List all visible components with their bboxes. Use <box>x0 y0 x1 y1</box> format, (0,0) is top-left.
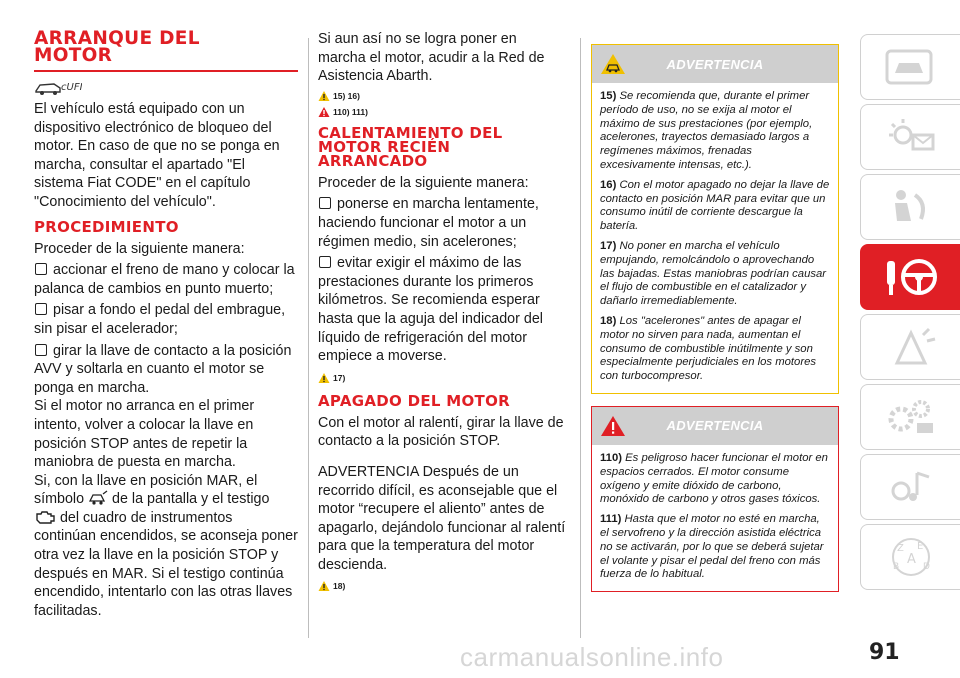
engine-warning-light-icon <box>34 509 56 525</box>
list-item <box>34 301 298 338</box>
svg-text:B: B <box>893 562 900 572</box>
warning-text: Es peligroso hacer funcionar el motor en espacios cerrados. El motor consume oxígeno y emite dióxido de carbono, monóxido de carbono y otros gases tóxicos. <box>600 451 828 506</box>
alphabet-index-icon <box>881 535 941 579</box>
step-text: evitar exigir el máximo de las prestaciones durante los primeros kilómetros. Se recomienda esperar hasta que la aguja del indicador del líquido de refrigeración del motor empiece a moverse. <box>318 255 543 365</box>
car-version-icon <box>34 78 82 96</box>
title-line-1: ARRANQUE DEL <box>34 28 200 49</box>
svg-text:D: D <box>923 562 930 572</box>
section-title <box>34 30 298 64</box>
caution-triangle-icon <box>318 90 330 102</box>
column-divider <box>308 38 309 638</box>
warmup-heading <box>318 123 568 170</box>
version-icons <box>34 78 298 96</box>
warning-item <box>600 315 830 384</box>
danger-box-body <box>592 445 838 591</box>
reference-label: 18) <box>333 581 346 592</box>
checkbox-bullet-icon <box>319 197 331 209</box>
column-2 <box>318 30 568 592</box>
list-item <box>34 342 298 398</box>
heading-line: ARRANCADO <box>318 151 428 170</box>
warning-reference <box>318 90 568 102</box>
warning-item <box>600 240 830 309</box>
step-text: pisar a fondo el pedal del embrague, sin pisar el acelerador; <box>34 302 286 337</box>
tab-media[interactable] <box>860 454 960 520</box>
checkbox-bullet-icon <box>35 344 47 356</box>
car-caution-icon <box>600 53 626 75</box>
danger-box-title: ADVERTENCIA <box>666 418 764 434</box>
column-3 <box>591 44 839 604</box>
caution-box-title: ADVERTENCIA <box>666 56 764 72</box>
checkbox-bullet-icon <box>35 263 47 275</box>
car-dashboard-icon <box>881 45 941 89</box>
list-item <box>318 254 568 366</box>
caution-box <box>591 44 839 394</box>
tab-alphabet-index[interactable] <box>860 524 960 590</box>
procedure-intro: Proceder de la siguiente manera: <box>34 240 245 257</box>
warning-light-paragraph <box>34 472 298 621</box>
shutdown-advice-paragraph: ADVERTENCIA Después de un recorrido difícil, es aconsejable que el motor “recupere el aliento” antes de apagarlo, dejándolo funcionar al ralentí para que la temperatura del motor descienda. <box>318 463 566 573</box>
tab-warning-lights[interactable] <box>860 104 960 170</box>
shutdown-heading: APAGADO DEL MOTOR <box>318 391 510 410</box>
warning-text: Con el motor apagado no dejar la llave de contacto en posición MAR para evitar que un consumo inútil de corriente descargue la batería. <box>600 178 830 233</box>
warning-number: 110) <box>600 451 622 464</box>
tab-car-dashboard[interactable] <box>860 34 960 100</box>
step-text: accionar el freno de mano y colocar la palanca de cambios en punto muerto; <box>34 262 295 297</box>
list-item <box>318 195 568 251</box>
warning-number: 15) <box>600 90 617 102</box>
warning-item <box>600 179 830 234</box>
heading-line: MOTOR RECIÉN <box>318 137 451 156</box>
caution-box-body <box>592 83 838 393</box>
warning-text: Los "acelerones" antes de apagar el motor no sirven para nada, aumentan el consumo de combustible inútilmente y son especialmente perjudiciales en los motores con turbocompresor. <box>600 314 817 383</box>
danger-box-header <box>592 407 838 445</box>
danger-triangle-icon <box>318 106 330 118</box>
column-1 <box>34 30 298 620</box>
tab-service[interactable] <box>860 384 960 450</box>
checkbox-bullet-icon <box>319 256 331 268</box>
page-number: 91 <box>869 640 900 665</box>
svg-text:Z: Z <box>897 543 904 554</box>
svg-text:cUFI: cUFI <box>61 82 82 93</box>
seat-airbag-icon <box>881 185 941 229</box>
shutdown-paragraph: Con el motor al ralentí, girar la llave de contacto a la posición STOP. <box>318 414 564 450</box>
chapter-tabs <box>856 34 960 594</box>
step-text: ponerse en marcha lentamente, haciendo funcionar el motor a un régimen medio, sin acelerones; <box>318 196 539 250</box>
text-fragment: del cuadro de instrumentos continúan encendidos, se aconseja poner otra vez la llave en la posición STOP y después en MAR. Si el testigo continúa encendido, intentarlo con las otras llaves facilitadas. <box>34 509 298 619</box>
hazard-triangle-icon <box>881 325 941 369</box>
warning-text: Hasta que el motor no esté en marcha, el servofreno y la dirección asistida eléctrica no se activarán, por lo que se deberá sujetar el volante y pisar el pedal del freno con más fuerza de lo habitual. <box>600 513 824 581</box>
reference-label: 15) 16) <box>333 90 360 101</box>
warning-reference <box>318 106 568 118</box>
tab-steering-wheel-key[interactable] <box>860 244 960 310</box>
warning-text: No poner en marcha el vehículo empujando, remolcándolo o aprovechando las bajadas. Estas maniobras podrían causar el flujo de combustible en el catalizador y dañarlo irremediablemente. <box>600 239 827 308</box>
warning-text: Se recomienda que, durante el primer período de uso, no se exija al motor el máximo de sus prestaciones (por ejemplo, acelerones, trayectos demasiado largos a regímenes máximos, frenadas excesivamente intensas, etc.). <box>600 90 813 171</box>
danger-box <box>591 406 839 592</box>
steering-wheel-key-icon <box>879 253 943 301</box>
svg-text:E: E <box>917 541 924 552</box>
caution-box-header <box>592 45 838 83</box>
warning-item <box>600 513 830 582</box>
warning-number: 17) <box>600 239 617 252</box>
caution-triangle-icon <box>318 372 330 384</box>
checkbox-bullet-icon <box>35 303 47 315</box>
caution-triangle-icon <box>318 580 330 592</box>
retry-paragraph: Si el motor no arranca en el primer intento, volver a colocar la llave en posición STOP antes de repetir la maniobra de puesta en marcha. <box>34 398 255 471</box>
procedure-heading: PROCEDIMIENTO <box>34 217 179 236</box>
reference-label: 110) 111) <box>333 106 368 117</box>
title-rule <box>34 70 298 72</box>
list-item <box>34 261 298 298</box>
column-divider <box>580 38 581 638</box>
assistance-paragraph: Si aun así no se logra poner en marcha el motor, acudir a la Red de Asistencia Abarth. <box>318 31 545 85</box>
warning-number: 16) <box>600 178 617 191</box>
car-key-symbol-icon <box>88 490 108 506</box>
intro-paragraph: El vehículo está equipado con un dispositivo electrónico de bloqueo del motor. En caso de que no se ponga en marcha, consultar el apartado "El sistema Fiat CODE" en el capítulo "Conocimiento del vehículo". <box>34 101 280 210</box>
tab-hazard[interactable] <box>860 314 960 380</box>
warning-item <box>600 90 830 173</box>
title-line-2: MOTOR <box>34 45 113 66</box>
tab-seat-airbag[interactable] <box>860 174 960 240</box>
danger-triangle-icon <box>600 415 626 437</box>
step-text: girar la llave de contacto a la posición AVV y soltarla en cuanto el motor se ponga en marcha. <box>34 342 292 396</box>
media-music-icon <box>881 465 941 509</box>
warmup-intro: Proceder de la siguiente manera: <box>318 174 529 191</box>
warning-number: 111) <box>600 513 622 526</box>
warning-reference <box>318 580 568 592</box>
warning-item <box>600 452 830 507</box>
svg-text:A: A <box>907 552 916 567</box>
service-gears-icon <box>881 395 941 439</box>
text-fragment: Si, con la llave en posición MAR, el símbolo <box>34 472 258 508</box>
reference-label: 17) <box>333 372 346 383</box>
warning-number: 18) <box>600 314 617 327</box>
warning-reference <box>318 372 568 384</box>
heading-line: CALENTAMIENTO DEL <box>318 123 503 142</box>
warning-lights-icon <box>881 115 941 159</box>
text-fragment: de la pantalla y el testigo <box>112 491 270 508</box>
watermark: carmanualsonline.info <box>460 642 724 672</box>
